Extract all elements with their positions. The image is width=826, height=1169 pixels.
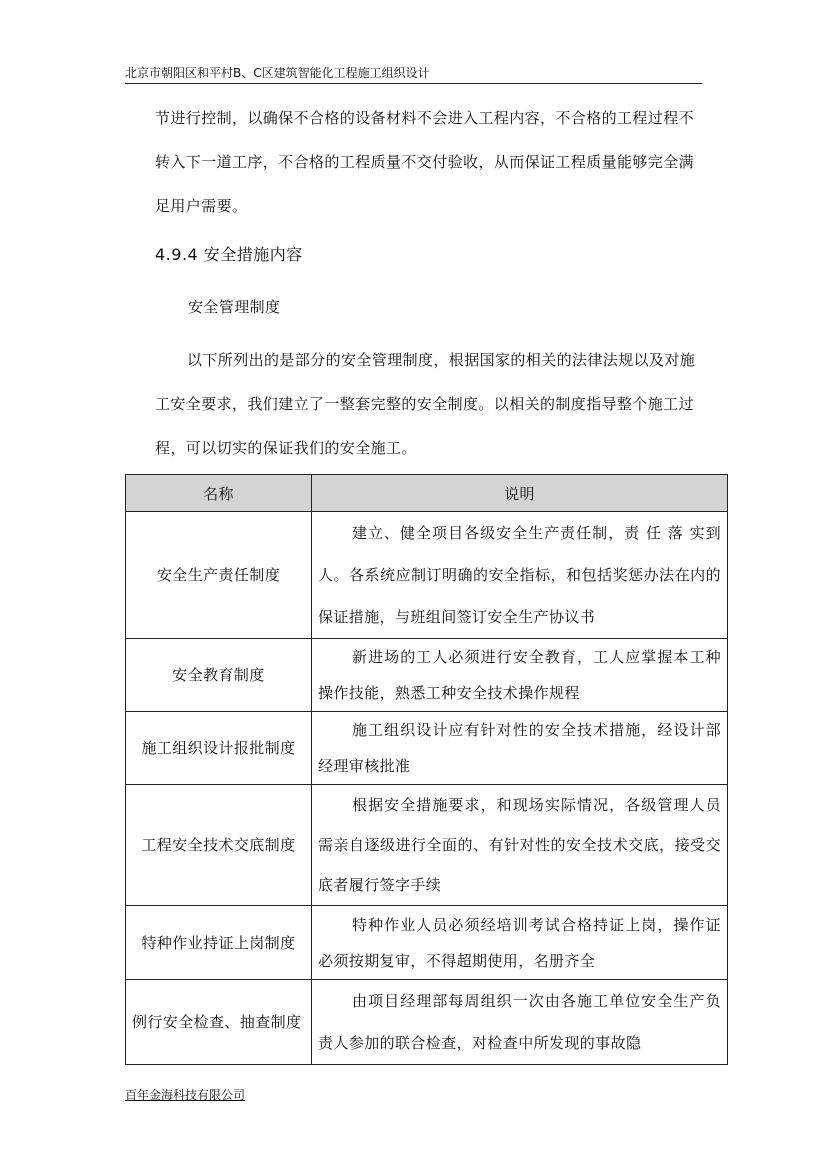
rule-name: 例行安全检查、抽查制度 (126, 980, 312, 1065)
rule-description: 施工组织设计应有针对性的安全技术措施，经设计部经理审核批准 (312, 712, 728, 785)
rule-name: 工程安全技术交底制度 (126, 785, 312, 906)
page-header: 北京市朝阳区和平村B、C区建筑智能化工程施工组织设计 (125, 66, 702, 84)
paragraph-quality-control: 节进行控制，以确保不合格的设备材料不会进入工程内容，不合格的工程过程不转入下一道工序，不合格的工程质量不交付验收，从而保证工程质量能够完全满足用户需要。 (155, 109, 695, 215)
table-row (126, 512, 728, 639)
rule-description: 新进场的工人必须进行安全教育，工人应掌握本工种操作技能，熟悉工种安全技术操作规程 (312, 639, 728, 712)
column-header-name: 名称 (126, 475, 312, 512)
rule-name: 施工组织设计报批制度 (126, 712, 312, 785)
rule-name: 安全教育制度 (126, 639, 312, 712)
column-header-description: 说明 (312, 475, 728, 512)
rule-description: 由项目经理部每周组织一次由各施工单位安全生产负责人参加的联合检查，对检查中所发现的事故隐 (312, 980, 728, 1065)
page-footer: 百年金海科技有限公司 (125, 1088, 246, 1102)
safety-rules-table (125, 474, 728, 1065)
table-row (126, 639, 728, 712)
rule-description: 特种作业人员必须经培训考试合格持证上岗，操作证必须按期复审，不得超期使用，名册齐全 (312, 906, 728, 980)
table-row (126, 980, 728, 1065)
table-row (126, 785, 728, 906)
rule-description: 建立、健全项目各级安全生产责任制，责 任 落 实到人。各系统应制订明确的安全指标，和包括奖惩办法在内的保证措施，与班组间签订安全生产协议书 (312, 512, 728, 639)
table-row (126, 712, 728, 785)
rule-description: 根据安全措施要求，和现场实际情况，各级管理人员需亲自逐级进行全面的、有针对性的安全技术交底，接受交底者履行签字手续 (312, 785, 728, 906)
rule-name: 特种作业持证上岗制度 (126, 906, 312, 980)
table-header-row (126, 475, 728, 512)
section-heading: 4.9.4 安全措施内容 (155, 245, 303, 264)
paragraph-safety-intro: 以下所列出的是部分的安全管理制度，根据国家的相关的法律法规以及对施工安全要求，我们建立了一整套完整的安全制度。以相关的制度指导整个施工过程，可以切实的保证我们的安全施工。 (155, 351, 696, 457)
table-row (126, 906, 728, 980)
subsection-heading: 安全管理制度 (188, 298, 281, 316)
rule-name: 安全生产责任制度 (126, 512, 312, 639)
